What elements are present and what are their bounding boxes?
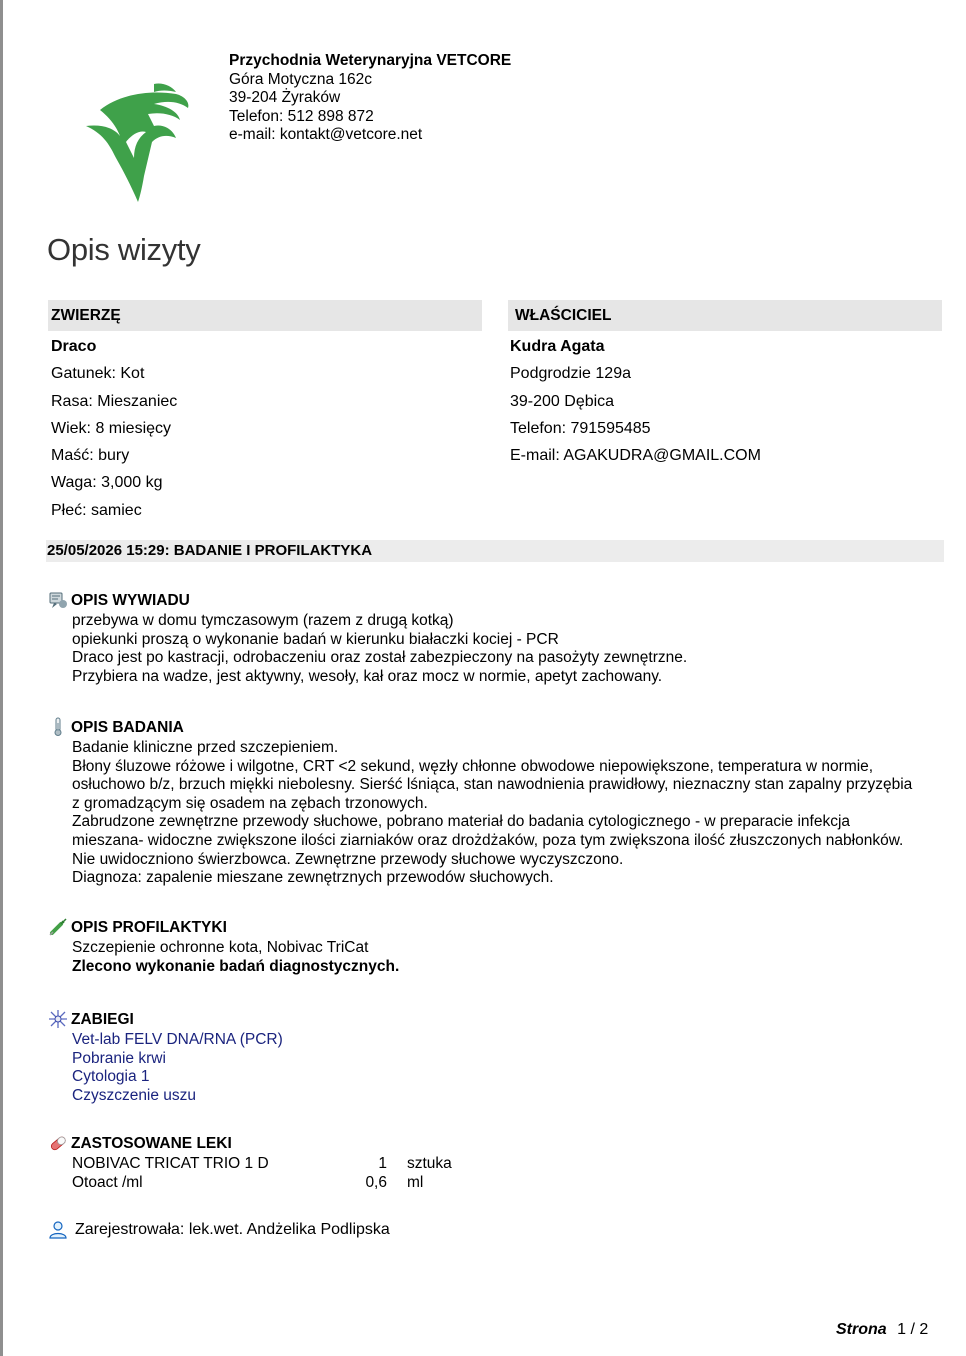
clinic-name: Przychodnia Weterynaryjna VETCORE (229, 52, 512, 69)
visit-header: 25/05/2026 15:29: BADANIE I PROFILAKTYKA (46, 540, 944, 562)
page-total: / 2 (910, 1321, 929, 1338)
clinic-phone: Telefon: 512 898 872 (229, 107, 374, 125)
page-current: 1 (897, 1321, 907, 1338)
prophylaxis-body (72, 939, 399, 976)
interview-line: przebywa w domu tymczasowym (razem z drugą kotką) (72, 612, 454, 629)
drug-qty: 1 (378, 1155, 387, 1172)
procedures-list (72, 1031, 283, 1105)
prophylaxis-title: OPIS PROFILAKTYKI (71, 919, 227, 936)
exam-paragraph: Zabrudzone zewnętrzne przewody słuchowe, pobrano materiał do badania cytologicznego - w preparacie infekcja mieszana- widoczne zwiększone ilości ziarniaków oraz drożdżaków, poza tym zwiększona ilość złuszczonych nabłonków. Nie uwidoczniono świerzbowca. Zewnętrzne przewody słuchowe wyczyszczono. (72, 813, 904, 868)
exam-line: Badanie kliniczne przed szczepieniem. (72, 739, 339, 756)
animal-coat: Maść: bury (51, 447, 130, 465)
interview-line: opiekunki proszą o wykonanie badań w kierunku białaczki kociej - PCR (72, 630, 559, 648)
owner-city: 39-200 Dębica (510, 392, 615, 410)
page-left-rule (0, 0, 3, 1356)
animal-details (51, 333, 177, 524)
registered-by (48, 1220, 390, 1240)
owner-phone: Telefon: 791595485 (510, 419, 651, 437)
animal-species: Gatunek: Kot (51, 365, 145, 383)
exam-paragraph: Błony śluzowe różowe i wilgotne, CRT <2 sekund, węzły chłonne obwodowe niepowiększone, temperatura w normie, osłuchowo b/z, brzuch miękki niebolesny. Sierść lśniąca, stan nawodnienia prawidłowy, nieznaczny stan zapalny przyzębia z gromadzącym się osadem na zębach trzonowych. (72, 757, 913, 812)
thermometer-icon (48, 717, 68, 737)
drug-name: Otoact /ml (72, 1173, 143, 1191)
animal-section-header: ZWIERZĘ (48, 300, 482, 331)
clinic-street: Góra Motyczna 162c (229, 70, 373, 88)
procedure-item[interactable]: Cytologia 1 (72, 1068, 150, 1086)
procedure-item[interactable]: Pobranie krwi (72, 1049, 166, 1067)
owner-street: Podgrodzie 129a (510, 365, 631, 383)
syringe-icon (48, 917, 68, 937)
owner-email: E-mail: AGAKUDRA@GMAIL.COM (510, 447, 761, 465)
exam-diagnosis: Diagnoza: zapalenie mieszane zewnętrznych przewodów słuchowych. (72, 869, 554, 887)
animal-weight: Waga: 3,000 kg (51, 474, 163, 492)
procedure-item[interactable]: Vet-lab FELV DNA/RNA (PCR) (72, 1031, 283, 1048)
drugs-section (48, 1131, 467, 1192)
clinic-info (229, 52, 511, 145)
drug-unit: ml (407, 1173, 424, 1191)
owner-details (510, 333, 761, 469)
exam-body (72, 739, 922, 888)
animal-sex: Płeć: samiec (51, 501, 142, 519)
interview-line: Draco jest po kastracji, odrobaczeniu oraz został zabezpieczony na pasożyty zewnętrzne. (72, 649, 688, 667)
interview-body (72, 612, 687, 686)
page-indicator (836, 1321, 928, 1339)
drugs-title: ZASTOSOWANE LEKI (71, 1135, 232, 1152)
drug-qty: 0,6 (365, 1173, 387, 1191)
prophylaxis-line: Szczepienie ochronne kota, Nobivac TriCat (72, 939, 369, 956)
exam-title: OPIS BADANIA (71, 719, 184, 736)
clinic-logo (80, 80, 192, 204)
owner-section-header: WŁAŚCICIEL (508, 300, 942, 331)
procedures-section (48, 1007, 283, 1105)
interview-section (48, 588, 687, 686)
user-icon (48, 1220, 68, 1240)
page-label: Strona (836, 1321, 887, 1338)
exam-section (48, 715, 922, 888)
procedure-icon (48, 1009, 68, 1029)
document-title: Opis wizyty (47, 232, 201, 267)
clinic-city: 39-204 Żyraków (229, 89, 341, 107)
interview-icon (48, 590, 68, 610)
drug-unit: sztuka (407, 1155, 452, 1172)
animal-name: Draco (51, 338, 97, 355)
pill-icon (48, 1133, 68, 1153)
drug-name: NOBIVAC TRICAT TRIO 1 D (72, 1155, 269, 1172)
animal-breed: Rasa: Mieszaniec (51, 392, 178, 410)
procedures-title: ZABIEGI (71, 1011, 134, 1028)
interview-line: Przybiera na wadze, jest aktywny, wesoły, kał oraz mocz w normie, apetyt zachowany. (72, 667, 663, 685)
interview-title: OPIS WYWIADU (71, 592, 190, 609)
owner-name: Kudra Agata (510, 338, 605, 355)
prophylaxis-note: Zlecono wykonanie badań diagnostycznych. (72, 957, 400, 975)
animal-age: Wiek: 8 miesięcy (51, 419, 172, 437)
prophylaxis-section (48, 915, 399, 976)
procedure-item[interactable]: Czyszczenie uszu (72, 1086, 197, 1104)
registered-text: Zarejestrowała: lek.wet. Andżelika Podlipska (75, 1221, 390, 1238)
drugs-table (72, 1155, 467, 1192)
clinic-email: e-mail: kontakt@vetcore.net (229, 126, 423, 144)
